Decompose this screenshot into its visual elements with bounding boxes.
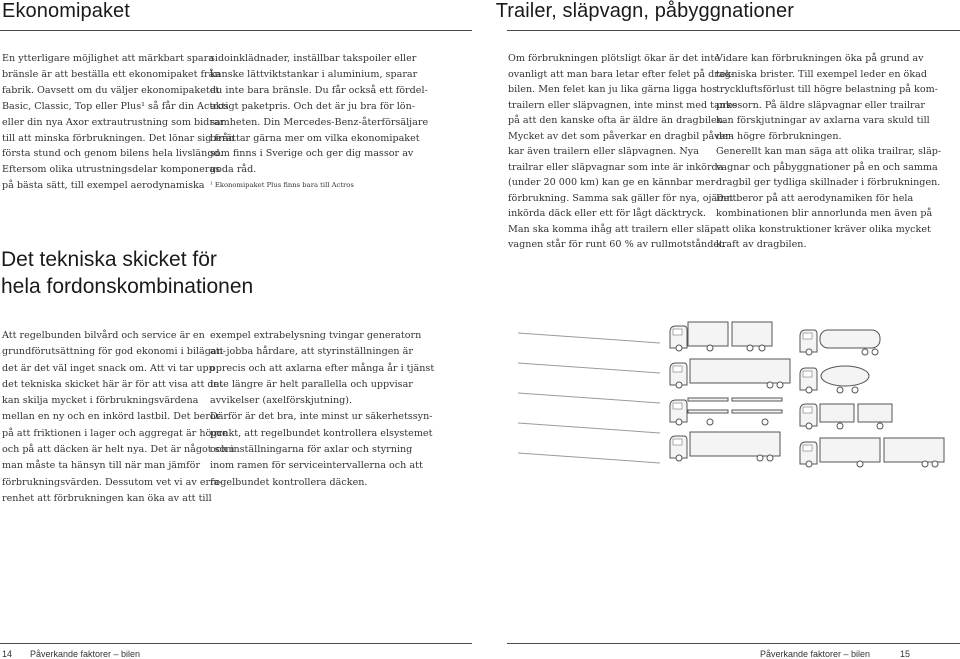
text-line: vagnar och påbyggnationer på en och samma bbox=[716, 161, 938, 173]
text-line: samheten. Din Mercedes-Benz-återförsäljare bbox=[210, 116, 429, 128]
text-line: man måste ta hänsyn till när man jämför bbox=[2, 460, 201, 472]
left-col2-text bbox=[210, 51, 428, 190]
text-line: att olika konstruktioner kräver olika mycket bbox=[716, 223, 931, 235]
text-line: Mycket av det som påverkar en dragbil påver- bbox=[508, 130, 734, 142]
left-page-number: 14 bbox=[2, 649, 13, 659]
text-line: och på att däcken är helt nya. Det är något som bbox=[2, 444, 235, 456]
text-line: tekniska brister. Till exempel leder en ökad bbox=[716, 68, 927, 80]
section-heading-technical-condition bbox=[1, 246, 253, 300]
cement-mixer-icon bbox=[800, 366, 869, 393]
text-line: inkörda däck eller ett för lågt däcktryck. bbox=[508, 208, 706, 219]
text-line: kombinationen blir annorlunda men även på bbox=[716, 208, 933, 219]
text-line: berättar gärna mer om vilka ekonomipaket bbox=[210, 132, 420, 144]
road-lines bbox=[518, 333, 660, 463]
text-line: punkt, att regelbundet kontrollera elsystemet bbox=[210, 427, 433, 439]
text-line: och inställningarna för axlar och styrning bbox=[210, 444, 413, 456]
text-line: Att regelbunden bilvård och service är en bbox=[2, 330, 205, 341]
text-line: trailern eller släpvagnen, inte minst med tanke bbox=[508, 99, 738, 111]
text-line: (under 20 000 km) kan ge en kännbar mer- bbox=[508, 177, 719, 188]
left-footer-label: Påverkande faktorer – bilen bbox=[30, 649, 141, 659]
text-line: kan förskjutningar av axlarna vara skuld till bbox=[716, 115, 930, 126]
text-line: Därför är det bra, inte minst ur säkerhetssyn- bbox=[210, 411, 433, 423]
footnote: ¹ Ekonomipaket Plus finns bara till Actros bbox=[210, 181, 354, 190]
left-footer-rule bbox=[0, 643, 472, 644]
text-line: det tekniska skicket här är för att visa att det bbox=[2, 378, 224, 390]
text-line: kraft av dragbilen. bbox=[716, 239, 807, 250]
text-line: det är det väl inget snack om. Att vi tar upp bbox=[2, 362, 215, 374]
text-line: inom ramen för serviceintervallerna och att bbox=[210, 460, 423, 472]
text-line: En ytterligare möjlighet att märkbart spara bbox=[2, 53, 214, 64]
curtain-semi-icon bbox=[670, 359, 790, 388]
text-line: Man ska komma ihåg att trailern eller släp- bbox=[508, 223, 720, 235]
right-page-number: 15 bbox=[900, 649, 911, 659]
text-line: trailrar eller släpvagnar som inte är inkörda bbox=[508, 161, 724, 173]
text-line: första stund och genom bilens hela livslängd. bbox=[2, 148, 223, 160]
text-line: oprecis och att axlarna efter många år i tjänst bbox=[210, 362, 435, 374]
text-line: pressorn. På äldre släpvagnar eller trailrar bbox=[716, 99, 925, 111]
text-line: till att minska förbrukningen. Det lönar sig från bbox=[2, 132, 235, 144]
text-line: mellan en ny och en inkörd lastbil. Det beror bbox=[2, 411, 221, 423]
right-col1-text bbox=[508, 51, 737, 253]
text-line: tryckluftsförlust till högre belastning på kom- bbox=[716, 84, 938, 95]
text-line: som finns i Sverige och ger dig massor av bbox=[210, 148, 414, 160]
text-line: Vidare kan förbrukningen öka på grund av bbox=[716, 53, 924, 64]
left-col1-text bbox=[2, 51, 234, 194]
text-line: renhet att förbrukningen kan öka av att till bbox=[2, 492, 212, 504]
text-line: förbrukning. Samma sak gäller för nya, ojämnt bbox=[508, 192, 737, 204]
text-line: inte längre är helt parallella och uppvisar bbox=[210, 378, 413, 390]
right-section-title: Trailer, släpvagn, påbyggnationer bbox=[495, 0, 794, 22]
text-line: Eftersom olika utrustningsdelar komponeras bbox=[2, 164, 221, 176]
text-line: på att den kanske ofta är äldre än dragbilen. bbox=[508, 115, 726, 126]
text-line: Om förbrukningen plötsligt ökar är det inte bbox=[508, 53, 720, 64]
right-col2-text bbox=[716, 51, 941, 253]
tipper-trailer-icon bbox=[800, 404, 892, 429]
text-line: avvikelser (axelförskjutning). bbox=[210, 395, 353, 407]
text-line: bilen. Men felet kan ju lika gärna ligga hos bbox=[508, 84, 717, 95]
text-line: kanske lättviktstankar i aluminium, sparar bbox=[210, 68, 418, 80]
text-line: på bästa sätt, till exempel aerodynamiska bbox=[2, 180, 205, 192]
text-line: goda råd. bbox=[210, 164, 257, 176]
text-line: ovanligt att man bara letar efter felet på drag- bbox=[508, 68, 734, 80]
text-line: aktigt paketpris. Och det är ju bra för lön- bbox=[210, 100, 416, 112]
text-line: Generellt kan man säga att olika trailrar, släp- bbox=[716, 146, 942, 157]
text-line: eller din nya Axor extrautrustning som bidrar bbox=[2, 116, 225, 128]
text-line: grundförutsättning för god ekonomi i bilägan- bbox=[2, 346, 227, 358]
container-semi-icon bbox=[670, 432, 780, 461]
text-line: sidoinklädnader, inställbar takspoiler eller bbox=[210, 53, 417, 64]
text-line: kan skilja mycket i förbrukningsvärdena bbox=[2, 395, 199, 407]
text-line: du inte bara bränsle. Du får också ett fördel- bbox=[210, 84, 428, 96]
vehicle-combinations-illustration bbox=[510, 318, 960, 488]
text-line: Basic, Classic, Top eller Plus¹ så får din Actros bbox=[2, 100, 229, 112]
text-line: Det beror på att aerodynamiken för hela bbox=[716, 192, 914, 204]
text-line: bränsle är att beställa ett ekonomipaket från bbox=[2, 68, 221, 80]
right-footer-rule bbox=[507, 643, 960, 644]
text-line: den högre förbrukningen. bbox=[716, 130, 842, 142]
road-train-icon bbox=[800, 438, 944, 467]
right-title-rule bbox=[507, 30, 960, 31]
left-title-rule bbox=[0, 30, 472, 31]
tanker-icon bbox=[800, 330, 880, 355]
text-line: exempel extrabelysning tvingar generatorn bbox=[210, 330, 422, 341]
right-footer-label: Påverkande faktorer – bilen bbox=[760, 649, 871, 659]
text-line: kar även trailern eller släpvagnen. Nya bbox=[508, 146, 699, 157]
text-line: att jobba hårdare, att styrinställningen är bbox=[210, 346, 413, 358]
left-col3-text bbox=[2, 328, 234, 507]
text-line: förbrukningsvärden. Dessutom vet vi av erfa- bbox=[2, 476, 223, 488]
text-line: regelbundet kontrollera däcken. bbox=[210, 476, 368, 488]
heading-line: Det tekniska skicket för bbox=[1, 248, 217, 271]
text-line: på att friktionen i lager och aggregat är högre bbox=[2, 427, 228, 439]
left-col4-text bbox=[210, 328, 434, 491]
text-line: vagnen står för runt 60 % av rullmotståndet. bbox=[508, 239, 726, 250]
heading-line: hela fordonskombinationen bbox=[1, 275, 254, 298]
left-section-title: Ekonomipaket bbox=[2, 0, 130, 22]
car-transporter-icon bbox=[670, 398, 782, 425]
text-line: dragbil ger tydliga skillnader i förbrukningen. bbox=[716, 177, 941, 188]
box-truck-trailer-icon bbox=[670, 322, 772, 351]
text-line: fabrik. Oavsett om du väljer ekonomipaketet bbox=[2, 84, 220, 96]
